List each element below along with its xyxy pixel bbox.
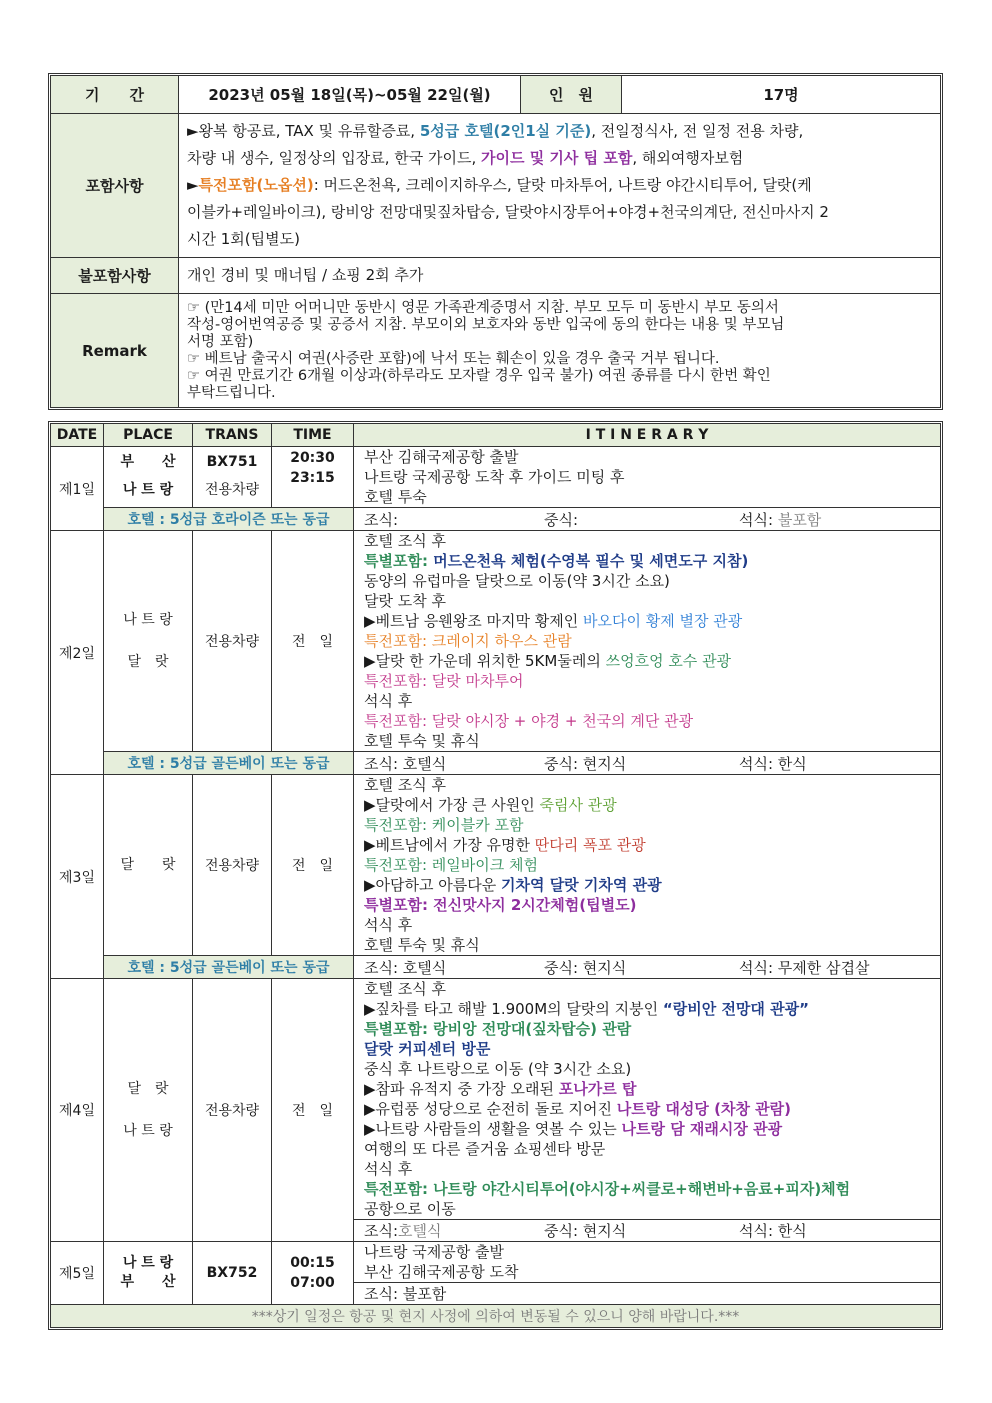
- header-trans: TRANS: [193, 424, 272, 447]
- included-text: 차량 내 생수, 일정상의 입장료, 한국 가이드,: [187, 149, 482, 167]
- transport: 전용차량: [193, 531, 272, 752]
- place-name: 달 랏: [104, 775, 193, 956]
- itinerary-line: 나트랑 국제공항 출발: [364, 1243, 504, 1261]
- flight-number: BX751: [206, 454, 258, 470]
- people-value: 17명: [622, 76, 941, 114]
- lunch: 중식: 현지식: [544, 958, 627, 977]
- place-cell: [104, 447, 193, 508]
- itinerary-line: ▶유럽풍 성당으로 순전히 돌로 지어진: [364, 1100, 617, 1118]
- hotel-info: 호텔 : 5성급 호라이즌 또는 동급: [104, 508, 354, 531]
- day-label: 제1일: [51, 447, 104, 531]
- day-label: 제2일: [51, 531, 104, 775]
- header-itinerary: I T I N E R A R Y: [354, 424, 941, 447]
- trans-cell: [193, 447, 272, 508]
- day-label: 제5일: [51, 1242, 104, 1305]
- meal-info: [354, 1220, 941, 1242]
- time-value: 23:15: [290, 470, 335, 486]
- itinerary-line: ▶베트남 응웬왕조 마지막 황제인: [364, 612, 583, 630]
- special-item: 특별포함: 전신맛사지 2시간체험(팁별도): [364, 896, 637, 914]
- flight-number: BX752: [193, 1242, 272, 1305]
- remark-line: ☞ 여권 만료기간 6개월 이상과(하루라도 모자랄 경우 입국 불가) 여권 종류를 다시 한번 확인: [187, 367, 771, 384]
- place-cell: [104, 979, 193, 1242]
- itinerary-line: ▶나트랑 사람들의 생활을 엿볼 수 있는: [364, 1120, 622, 1138]
- included-tip: 가이드 및 기사 팁 포함: [481, 149, 633, 167]
- included-text: , 전일정식사, 전 일정 전용 차량,: [591, 122, 804, 140]
- excluded-label: 불포함사항: [51, 258, 179, 294]
- highlight: 쓰엉흐엉 호수 관광: [605, 652, 732, 670]
- place-name: 나 트 랑: [123, 612, 173, 628]
- dinner-label: 석식:: [739, 510, 774, 529]
- dinner: 석식: 한식: [739, 1222, 807, 1240]
- time-cell: [272, 1242, 354, 1305]
- transport: 전용차량: [204, 482, 260, 498]
- included-text: , 해외여행자보험: [632, 149, 744, 167]
- special-item: 특전포함: 달랏 야시장 + 야경 + 천국의 계단 관광: [364, 712, 694, 730]
- meal-info: [354, 508, 941, 531]
- place-cell: [104, 1242, 193, 1305]
- special-item: 특별포함: 랑비앙 전망대(짚차탑승) 관람: [364, 1020, 632, 1038]
- breakfast: 조식: 호텔식: [364, 754, 447, 773]
- remark-line: 부탁드립니다.: [187, 384, 276, 401]
- highlight: “랑비안 전망대 관광”: [662, 1000, 809, 1018]
- itinerary-cell: [354, 447, 941, 508]
- hotel-info: 호텔 : 5성급 골든베이 또는 동급: [104, 956, 354, 979]
- highlight: 딴다리 폭포 관광: [534, 836, 646, 854]
- itinerary-line: ▶아담하고 아름다운: [364, 876, 501, 894]
- included-text: ►왕복 항공료, TAX 및 유류할증료,: [187, 122, 420, 140]
- itinerary-cell: [354, 979, 941, 1220]
- place-name: 달 랏: [127, 1081, 169, 1097]
- included-hotel: 5성급 호텔(2인1실 기준): [419, 122, 592, 140]
- included-text: : 머드온천욕, 크레이지하우스, 달랏 마차투어, 나트랑 야간시티투어, 달랏(케: [313, 176, 812, 194]
- meal-info: 조식: 불포함: [354, 1283, 941, 1305]
- itinerary-line: 석식 후: [364, 916, 413, 934]
- highlight: 기차역 달랏 기차역 관광: [501, 876, 662, 894]
- included-special: 특전포함(노옵션): [198, 176, 314, 194]
- itinerary-line: 공항으로 이동: [364, 1200, 456, 1218]
- breakfast: 조식:: [364, 510, 399, 529]
- breakfast: 조식: 호텔식: [364, 958, 447, 977]
- highlight: 달랏 커피센터 방문: [364, 1040, 491, 1058]
- time-value: 전 일: [272, 531, 354, 752]
- tour-info-table: [50, 75, 941, 408]
- itinerary-line: ▶참파 유적지 중 가장 오래된: [364, 1080, 559, 1098]
- special-item: 특전포함: 나트랑 야간시티투어(야시장+씨클로+해변바+음료+피자)체험: [364, 1180, 851, 1198]
- excluded-value: 개인 경비 및 매너팁 / 쇼핑 2회 추가: [179, 258, 941, 294]
- itinerary-line: 호텔 조식 후: [364, 980, 446, 998]
- lunch: 중식: 현지식: [544, 754, 627, 773]
- included-text: 이블카+레일바이크), 랑비앙 전망대및짚차탑승, 달랏야시장투어+야경+천국의계단, 전신마사지 2: [187, 203, 829, 221]
- transport: 전용차량: [193, 979, 272, 1242]
- dinner-value: 불포함: [777, 510, 822, 529]
- remark-line: ☞ (만14세 미만 어머니만 동반시 영문 가족관계증명서 지참. 부모 모두 미 동반시 부모 동의서: [187, 299, 779, 316]
- special-item: 머드온천욕 체험(수영복 필수 및 세면도구 지참): [433, 552, 749, 570]
- time-value: 07:00: [290, 1275, 335, 1291]
- remark-line: 서명 포함): [187, 333, 254, 350]
- time-value: 전 일: [272, 979, 354, 1242]
- time-value: 20:30: [290, 450, 335, 466]
- itinerary-line: 부산 김해국제공항 도착: [364, 1263, 519, 1281]
- itinerary-table: [50, 423, 941, 1328]
- special-item: 특전포함: 달랏 마차투어: [364, 672, 524, 690]
- time-value: 00:15: [290, 1255, 335, 1271]
- remark-line: ☞ 베트남 출국시 여권(사증란 포함)에 낙서 또는 훼손이 있을 경우 출국 거부 됩니다.: [187, 350, 720, 367]
- place-name: 나 트 랑: [122, 1255, 174, 1271]
- header-time: TIME: [272, 424, 354, 447]
- header-place: PLACE: [104, 424, 193, 447]
- highlight: 죽림사 관광: [539, 796, 617, 814]
- time-cell: [272, 447, 354, 508]
- itinerary-line: ▶짚차를 타고 해발 1.900M의 달랏의 지붕인: [364, 1000, 663, 1018]
- hotel-info: 호텔 : 5성급 골든베이 또는 동급: [104, 752, 354, 775]
- day-label: 제4일: [51, 979, 104, 1242]
- special-item: 특전포함: 크레이지 하우스 관람: [364, 632, 572, 650]
- time-value: 전 일: [272, 775, 354, 956]
- place-name: 달 랏: [127, 654, 169, 670]
- itinerary-line: 호텔 투숙: [364, 488, 427, 506]
- itinerary-cell: [354, 531, 941, 752]
- header-date: DATE: [51, 424, 104, 447]
- place-name: 부 산: [120, 454, 176, 470]
- itinerary-line: 석식 후: [364, 1160, 413, 1178]
- itinerary-line: 호텔 조식 후: [364, 532, 446, 550]
- dinner: 석식: 한식: [739, 754, 807, 773]
- remark-line: 작성-영어번역공증 및 공증서 지참. 부모이외 보호자와 동반 입국에 동의 한다는 내용 및 부모님: [187, 316, 785, 333]
- period-label: 기 간: [51, 76, 179, 114]
- special-item: 특전포함: 케이블카 포함: [364, 816, 524, 834]
- itinerary-line: ▶달랏에서 가장 큰 사원인: [364, 796, 540, 814]
- itinerary-line: 나트랑 국제공항 도착 후 가이드 미팅 후: [364, 468, 625, 486]
- period-value: 2023년 05월 18일(목)~05월 22일(월): [179, 76, 521, 114]
- breakfast-value: 호텔식: [398, 1222, 442, 1240]
- highlight: 나트랑 대성당 (차창 관람): [616, 1100, 792, 1118]
- highlight: 나트랑 담 재래시장 관광: [621, 1120, 783, 1138]
- special-item: 특전포함: 레일바이크 체험: [364, 856, 538, 874]
- day-label: 제3일: [51, 775, 104, 979]
- lunch: 중식:: [544, 510, 579, 529]
- place-name: 나 트 랑: [123, 1123, 173, 1139]
- highlight: 포나가르 탑: [558, 1080, 637, 1098]
- place-name: 부 산: [120, 1274, 176, 1290]
- transport: 전용차량: [193, 775, 272, 956]
- dinner: 석식: 무제한 삼겹살: [739, 958, 870, 977]
- remark-label: Remark: [51, 294, 179, 408]
- lunch: 중식: 현지식: [544, 1222, 627, 1240]
- breakfast-label: 조식:: [364, 1222, 399, 1240]
- itinerary-line: 석식 후: [364, 692, 413, 710]
- itinerary-line: ▶베트남에서 가장 유명한: [364, 836, 535, 854]
- included-label: 포함사항: [51, 114, 179, 258]
- place-cell: [104, 531, 193, 752]
- included-content: [179, 114, 941, 258]
- remark-content: [179, 294, 941, 408]
- included-text: ►: [187, 176, 199, 194]
- meal-info: [354, 752, 941, 775]
- itinerary-line: 호텔 투숙 및 휴식: [364, 732, 480, 750]
- itinerary-line: 동양의 유럽마을 달랏으로 이동(약 3시간 소요): [364, 572, 670, 590]
- itinerary-line: 달랏 도착 후: [364, 592, 446, 610]
- special-label: 특별포함:: [364, 552, 434, 570]
- included-text: 시간 1회(팁별도): [187, 230, 300, 248]
- itinerary-line: 호텔 조식 후: [364, 776, 446, 794]
- highlight: 바오다이 황제 별장 관광: [582, 612, 743, 630]
- people-label: 인 원: [521, 76, 622, 114]
- footer-notice: ***상기 일정은 항공 및 현지 사정에 의하여 변동될 수 있으니 양해 바랍니다.***: [51, 1305, 941, 1328]
- itinerary-cell: [354, 1242, 941, 1283]
- place-name: 나 트 랑: [122, 482, 174, 498]
- itinerary-line: ▶달랏 한 가운데 위치한 5KM둘레의: [364, 652, 606, 670]
- itinerary-cell: [354, 775, 941, 956]
- itinerary-line: 부산 김해국제공항 출발: [364, 448, 519, 466]
- itinerary-line: 여행의 또 다른 즐거움 쇼핑센타 방문: [364, 1140, 606, 1158]
- itinerary-line: 호텔 투숙 및 휴식: [364, 936, 480, 954]
- itinerary-line: 중식 후 나트랑으로 이동 (약 3시간 소요): [364, 1060, 632, 1078]
- meal-info: [354, 956, 941, 979]
